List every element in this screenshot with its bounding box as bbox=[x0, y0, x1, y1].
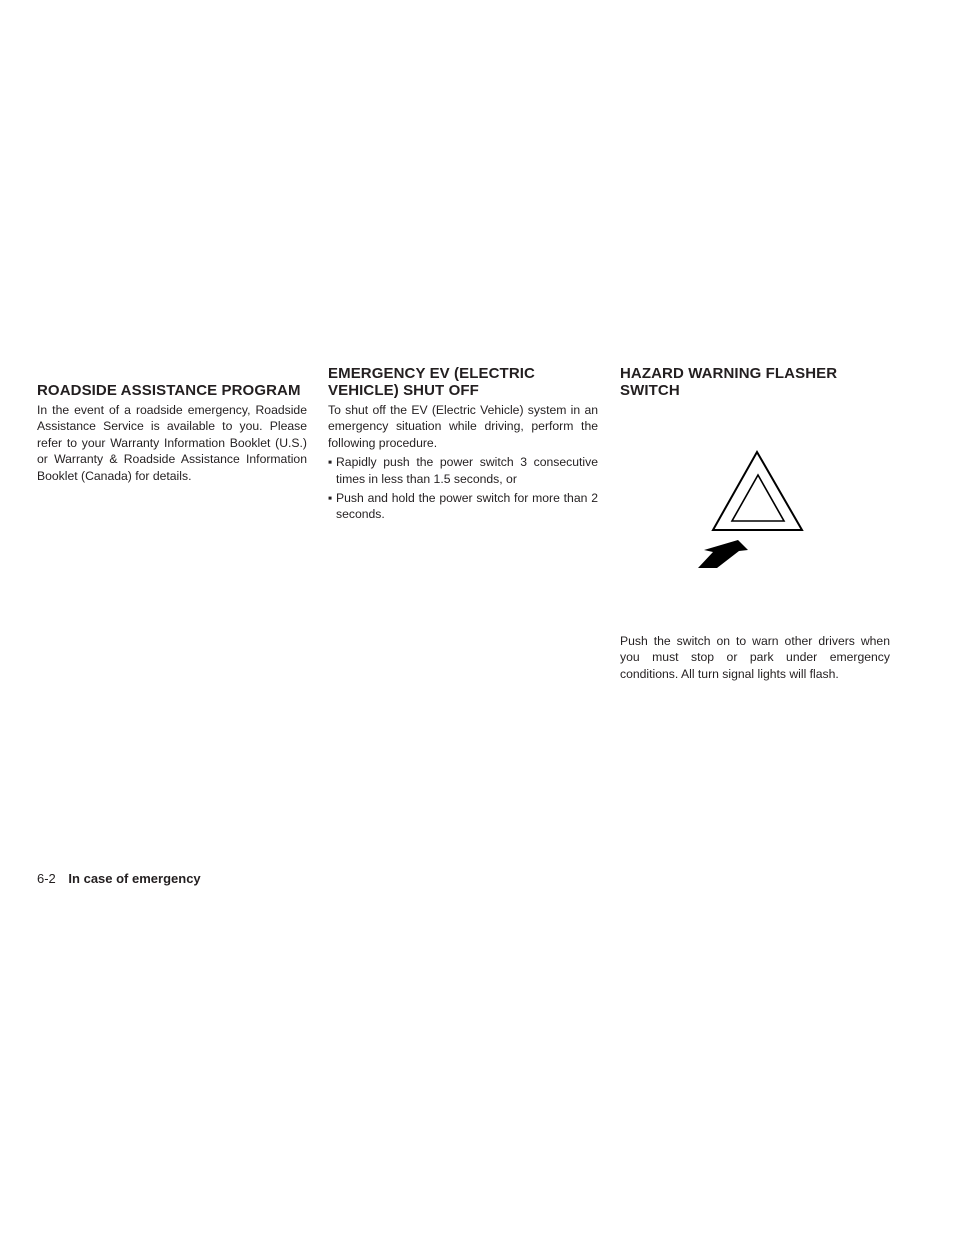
section-heading: HAZARD WARNING FLASHER SWITCH bbox=[620, 365, 838, 399]
list-item-text: Push and hold the power switch for more than 2 seconds. bbox=[336, 491, 598, 522]
procedure-list bbox=[328, 454, 598, 523]
section-paragraph: In the event of a roadside emergency, Roadside Assistance Service is available to you. Please refer to your Warranty Information Booklet (U.S.) or Warranty & Roadside Assistance Information Booklet (Canada) for details. bbox=[37, 403, 307, 483]
list-item bbox=[328, 454, 598, 487]
section-paragraph: Push the switch on to warn other drivers when you must stop or park under emergency conditions. All turn signal lights will flash. bbox=[620, 634, 890, 681]
page-footer bbox=[37, 871, 201, 886]
list-item-text: Rapidly push the power switch 3 consecutive times in less than 1.5 seconds, or bbox=[336, 455, 598, 486]
bullet-marker: ▪ bbox=[328, 491, 333, 506]
section-roadside-assistance bbox=[37, 382, 307, 484]
hazard-warning-triangle-icon bbox=[690, 440, 820, 580]
list-item bbox=[328, 490, 598, 523]
push-arrow-icon bbox=[698, 540, 748, 568]
page-number: 6-2 bbox=[37, 871, 56, 886]
section-emergency-ev-shutoff bbox=[328, 365, 598, 526]
hazard-warning-description bbox=[620, 633, 890, 682]
section-heading: ROADSIDE ASSISTANCE PROGRAM bbox=[37, 382, 301, 399]
section-heading: EMERGENCY EV (ELECTRIC VEHICLE) SHUT OFF bbox=[328, 365, 535, 399]
bullet-marker: ▪ bbox=[328, 455, 333, 470]
section-paragraph: To shut off the EV (Electric Vehicle) system in an emergency situation while driving, perform the following procedure. bbox=[328, 403, 598, 450]
chapter-title: In case of emergency bbox=[68, 871, 201, 886]
section-hazard-warning bbox=[620, 365, 890, 399]
